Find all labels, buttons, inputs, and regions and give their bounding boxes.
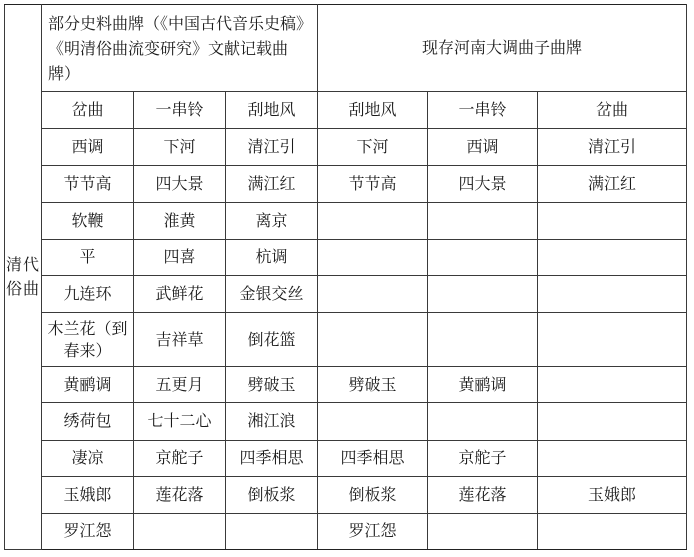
henan-qupai-cell <box>538 275 687 312</box>
historical-qupai-cell: 九连环 <box>42 275 134 312</box>
historical-qupai-cell: 莲花落 <box>134 476 226 513</box>
historical-qupai-cell: 四季相思 <box>226 440 318 476</box>
historical-qupai-cell: 清江引 <box>226 129 318 165</box>
historical-qupai-cell: 倒花篮 <box>226 313 318 367</box>
historical-qupai-cell: 七十二心 <box>134 403 226 440</box>
henan-qupai-cell: 节节高 <box>318 165 428 202</box>
historical-qupai-cell: 淮黄 <box>134 202 226 239</box>
historical-qupai-cell: 四喜 <box>134 239 226 275</box>
historical-qupai-cell: 劈破玉 <box>226 367 318 403</box>
historical-qupai-cell: 软鞭 <box>42 202 134 239</box>
table-row <box>5 165 687 202</box>
historical-qupai-cell: 倒板浆 <box>226 476 318 513</box>
henan-qupai-cell <box>428 513 538 549</box>
historical-qupai-cell: 湘江浪 <box>226 403 318 440</box>
side-label-cell: 清代俗曲 <box>5 5 42 550</box>
historical-qupai-cell: 下河 <box>134 129 226 165</box>
table-row <box>5 202 687 239</box>
henan-qupai-cell: 罗江怨 <box>318 513 428 549</box>
henan-qupai-cell: 玉娥郎 <box>538 476 687 513</box>
table-row <box>5 476 687 513</box>
historical-qupai-cell: 西调 <box>42 129 134 165</box>
historical-qupai-cell: 绣荷包 <box>42 403 134 440</box>
henan-qupai-cell <box>538 403 687 440</box>
historical-qupai-cell: 满江红 <box>226 165 318 202</box>
henan-qupai-cell: 下河 <box>318 129 428 165</box>
henan-qupai-cell: 劈破玉 <box>318 367 428 403</box>
henan-qupai-cell <box>538 367 687 403</box>
henan-qupai-cell: 西调 <box>428 129 538 165</box>
historical-qupai-cell: 金银交丝 <box>226 275 318 312</box>
historical-qupai-cell: 杭调 <box>226 239 318 275</box>
henan-qupai-cell <box>318 313 428 367</box>
table-row <box>5 403 687 440</box>
historical-qupai-cell: 木兰花（到春来） <box>42 313 134 367</box>
henan-qupai-cell: 刮地风 <box>318 92 428 129</box>
henan-qupai-cell <box>428 313 538 367</box>
historical-qupai-cell: 罗江怨 <box>42 513 134 549</box>
henan-qupai-cell: 四季相思 <box>318 440 428 476</box>
henan-qupai-cell: 满江红 <box>538 165 687 202</box>
henan-dadiao-header: 现存河南大调曲子曲牌 <box>318 5 687 92</box>
henan-qupai-cell <box>538 440 687 476</box>
henan-qupai-cell <box>428 275 538 312</box>
historical-qupai-cell <box>226 513 318 549</box>
henan-qupai-cell: 倒板浆 <box>318 476 428 513</box>
qupai-comparison-table <box>4 4 687 550</box>
table-row <box>5 367 687 403</box>
historical-qupai-cell: 离京 <box>226 202 318 239</box>
historical-qupai-cell: 平 <box>42 239 134 275</box>
historical-sources-header: 部分史料曲牌（《中国古代音乐史稿》《明清俗曲流变研究》文献记载曲牌） <box>42 5 318 92</box>
henan-qupai-cell <box>538 313 687 367</box>
historical-qupai-cell: 五更月 <box>134 367 226 403</box>
table-row <box>5 513 687 549</box>
historical-qupai-cell: 武鲜花 <box>134 275 226 312</box>
table-row <box>5 313 687 367</box>
table-row <box>5 275 687 312</box>
table-body <box>5 5 687 550</box>
henan-qupai-cell <box>538 202 687 239</box>
table-row <box>5 129 687 165</box>
henan-qupai-cell <box>428 239 538 275</box>
henan-qupai-cell <box>428 202 538 239</box>
henan-qupai-cell: 四大景 <box>428 165 538 202</box>
historical-qupai-cell: 凄凉 <box>42 440 134 476</box>
table-row <box>5 92 687 129</box>
henan-qupai-cell <box>318 239 428 275</box>
henan-qupai-cell <box>428 403 538 440</box>
table-row <box>5 440 687 476</box>
header-row <box>5 5 687 92</box>
historical-qupai-cell: 黄鹂调 <box>42 367 134 403</box>
historical-qupai-cell: 岔曲 <box>42 92 134 129</box>
henan-qupai-cell <box>318 202 428 239</box>
henan-qupai-cell: 岔曲 <box>538 92 687 129</box>
henan-qupai-cell <box>538 513 687 549</box>
henan-qupai-cell: 黄鹂调 <box>428 367 538 403</box>
historical-qupai-cell: 节节高 <box>42 165 134 202</box>
historical-qupai-cell: 京舵子 <box>134 440 226 476</box>
historical-qupai-cell: 玉娥郎 <box>42 476 134 513</box>
historical-qupai-cell: 一串铃 <box>134 92 226 129</box>
henan-qupai-cell <box>318 275 428 312</box>
henan-qupai-cell: 京舵子 <box>428 440 538 476</box>
henan-qupai-cell: 莲花落 <box>428 476 538 513</box>
henan-qupai-cell: 清江引 <box>538 129 687 165</box>
table-row <box>5 239 687 275</box>
historical-qupai-cell <box>134 513 226 549</box>
historical-qupai-cell: 刮地风 <box>226 92 318 129</box>
henan-qupai-cell <box>318 403 428 440</box>
henan-qupai-cell <box>538 239 687 275</box>
henan-qupai-cell: 一串铃 <box>428 92 538 129</box>
historical-qupai-cell: 吉祥草 <box>134 313 226 367</box>
historical-qupai-cell: 四大景 <box>134 165 226 202</box>
